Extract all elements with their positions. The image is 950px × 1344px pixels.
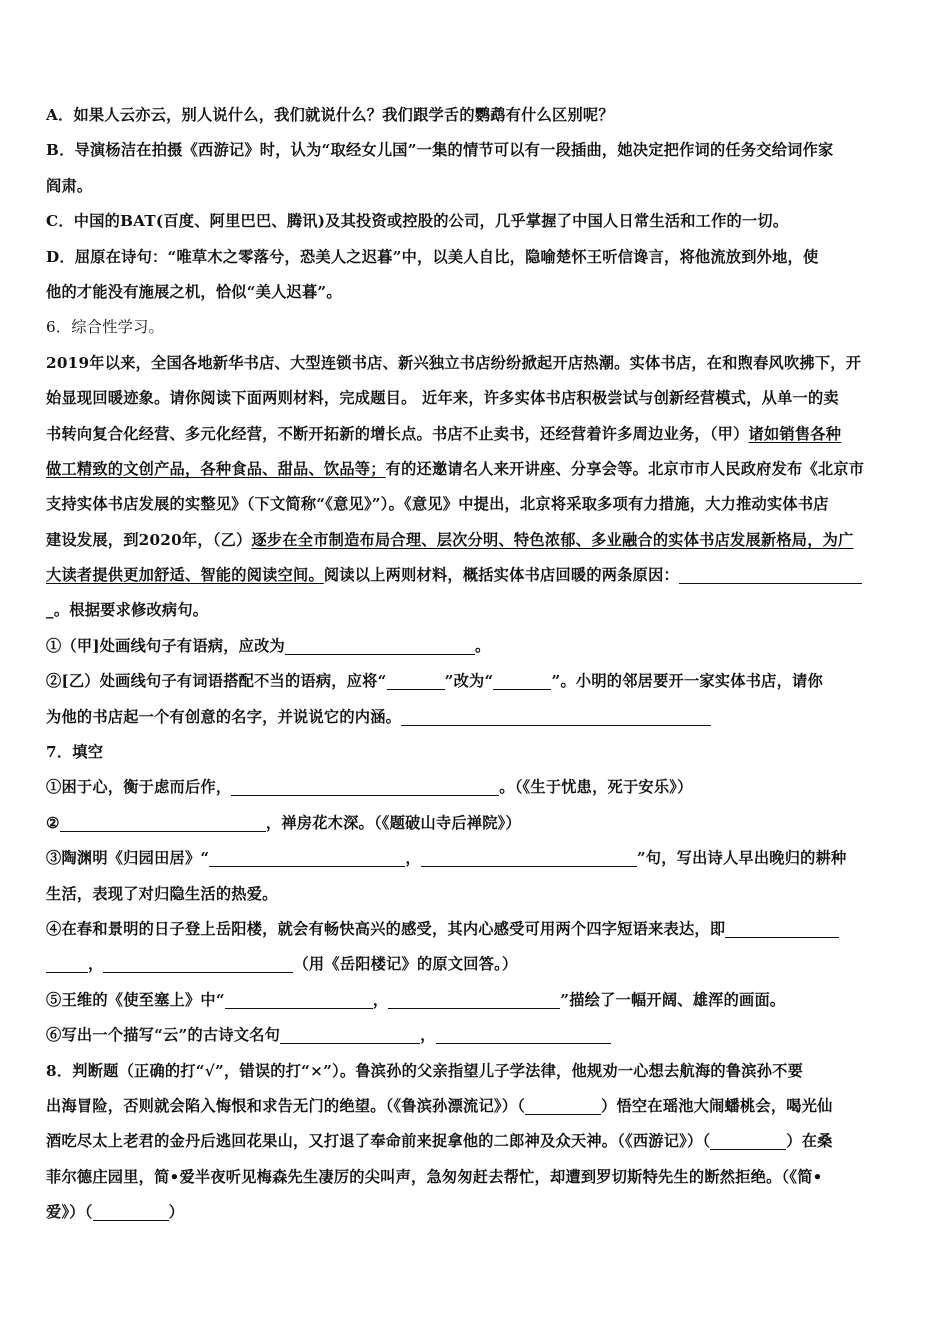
q8-text: ）悟空在瑶池大闹蟠桃会，喝光仙 (601, 1096, 833, 1115)
answer-blank[interactable] (231, 775, 499, 796)
q7-item-2 (46, 806, 906, 841)
q7-text: ② (46, 813, 60, 832)
q7-item-4 (46, 912, 906, 947)
answer-blank[interactable] (387, 669, 445, 690)
q6-passage-line: _。根据要求修改病句。 (46, 601, 209, 620)
q7-text: ， (405, 849, 421, 868)
underlined-sentence-yi: 逐步在全市制造布局合理、层次分明、特色浓郁、多业融合的实体书店发展新格局，为广 (251, 530, 854, 549)
q8-text: 酒吃尽太上老君的金丹后逃回花果山，又打退了奉命前来捉拿他的二郎神及众天神。（《西游记》）（ (46, 1132, 711, 1151)
underlined-sentence-jia: 诸如销售各种 (748, 424, 842, 443)
q6-passage-line (46, 417, 906, 452)
q6-text: 阅读以上两则材料，概括实体书店回暖的两条原因： (323, 566, 679, 585)
q5-option-b: B．导演杨洁在拍摄《西游记》时，认为“取经女儿国”一集的情节可以有一段插曲，她决定把作词的任务交给词作家 (46, 141, 834, 160)
answer-blank[interactable] (388, 988, 560, 1009)
q7-text: （用《岳阳楼记》的原文回答。） (293, 955, 518, 974)
q6-sub2-text: ②[乙）处画线句子有词语搭配不当的语病，应将“ (46, 672, 387, 691)
answer-blank[interactable] (103, 952, 293, 973)
q8-text: ） (168, 1203, 184, 1222)
answer-blank[interactable] (60, 811, 266, 832)
q6-sub2 (46, 664, 906, 699)
q8-text: ）在桑 (786, 1132, 833, 1151)
q6-text: 书转向复合化经营、多元化经营，不断开拓新的增长点。书店不止卖书，还经营着许多周边业务，（甲） (46, 424, 749, 443)
q6-passage-line: 始显现回暖迹象。请你阅读下面两则材料，完成题目。 近年来，许多实体书店积极尝试与创新经营模式，从单一的卖 (46, 389, 839, 408)
q6-sub1-text: ①（甲]处画线句子有语病，应改为 (46, 636, 285, 655)
q5-option-c: C．中国的BAT(百度、阿里巴巴、腾讯)及其投资或控股的公司，几乎掌握了中国人日常生活和工作的一切。 (46, 212, 789, 231)
q7-text: ，禅房花木深。（《题破山寺后禅院》） (265, 813, 521, 832)
q7-text: ①困于心，衡于虑而后作， (46, 778, 232, 797)
q6-sub1-end: 。 (475, 636, 491, 655)
answer-blank[interactable] (725, 917, 839, 938)
answer-blank[interactable] (493, 669, 551, 690)
q7-item-3-cont: 生活，表现了对归隐生活的热爱。 (46, 884, 278, 903)
answer-blank[interactable] (710, 1129, 786, 1150)
answer-blank[interactable] (209, 846, 405, 867)
q8-text: 出海冒险，否则就会陷入悔恨和求告无门的绝望。（《鲁滨孙漂流记》）（ (46, 1096, 526, 1115)
answer-blank[interactable] (46, 952, 88, 973)
q6-title: 6．综合性学习。 (46, 318, 164, 337)
q8-text: 爱》）（ (46, 1203, 93, 1222)
answer-blank[interactable] (421, 846, 637, 867)
document-page (46, 98, 906, 1231)
q7-text: 。（《生于忧患，死于安乐》） (499, 778, 693, 797)
q8-line (46, 1124, 906, 1159)
q7-text: ④在春和景明的日子登上岳阳楼，就会有畅快高兴的感受，其内心感受可用两个四字短语来表达，即 (46, 919, 726, 938)
q8-line: 8．判断题（正确的打“√”，错误的打“×”）。鲁滨孙的父亲指望儿子学法律，他规劝一心想去航海的鲁滨孙不要 (46, 1061, 804, 1080)
q7-text: ③陶渊明《归园田居》“ (46, 849, 210, 868)
answer-blank[interactable] (401, 705, 711, 726)
q7-text: ⑥写出一个描写“云”的古诗文名句 (46, 1026, 281, 1045)
q8-line: 菲尔德庄园里，简•爱半夜听见梅森先生凄厉的尖叫声，急匆匆赶去帮忙，却遭到罗切斯特先生的断然拒绝。（《简• (46, 1167, 823, 1186)
underlined-sentence-yi-cont: 大读者提供更加舒适、智能的阅读空间。 (46, 566, 324, 585)
q7-text: ， (88, 955, 104, 974)
answer-blank[interactable] (285, 634, 475, 655)
q5-option-b-cont: 阎肃。 (46, 176, 93, 195)
q7-text: ”句，写出诗人早出晚归的耕种 (636, 849, 847, 868)
q5-option-d: D．屈原在诗句：“唯草木之零落兮，恐美人之迟暮”中，以美人自比，隐喻楚怀王听信谗言，将他流放到外地，使 (46, 247, 819, 266)
q7-text: ， (372, 990, 389, 1009)
answer-blank[interactable] (525, 1094, 601, 1115)
q8-line (46, 1195, 906, 1230)
q6-sub2-text: ”改为“ (444, 672, 494, 691)
q7-item-1 (46, 770, 906, 805)
answer-blank[interactable] (679, 563, 862, 584)
q6-text: 有的还邀请名人来开讲座、分享会等。北京市市人民政府发布《北京市 (385, 459, 865, 478)
q6-passage-line: 支持实体书店发展的实整见》（下文简称“《意见》”）。《意见》中提出，北京将采取多项有力措施，大力推动实体书店 (46, 495, 829, 514)
q6-text: 建设发展，到2020年，（乙） (46, 530, 252, 549)
q6-passage-line (46, 523, 906, 558)
q7-text: ”描绘了一幅开阔、雄浑的画面。 (560, 990, 786, 1009)
q6-sub1 (46, 629, 906, 664)
q5-option-d-cont: 他的才能没有施展之机，恰似“美人迟暮”。 (46, 282, 342, 301)
answer-blank[interactable] (436, 1023, 611, 1044)
answer-blank[interactable] (93, 1200, 169, 1221)
q6-sub2-cont (46, 700, 906, 735)
q6-sub2-text: ”。小明的邻居要开一家实体书店，请你 (551, 672, 823, 691)
q6-sub2-text: 为他的书店起一个有创意的名字，并说说它的内涵。 (46, 707, 402, 726)
q7-item-6 (46, 1018, 906, 1053)
q5-option-a: A．如果人云亦云，别人说什么，我们就说什么？我们跟学舌的鹦鹉有什么区别呢？ (46, 106, 614, 124)
q7-text: ⑤王维的《使至塞上》中“ (46, 990, 225, 1009)
q8-line (46, 1089, 906, 1124)
q7-text: ， (420, 1026, 436, 1045)
q7-title: 7．填空 (46, 743, 104, 762)
answer-blank[interactable] (280, 1023, 420, 1044)
answer-blank[interactable] (225, 988, 373, 1009)
q6-passage-line (46, 558, 906, 593)
q6-passage-line: 2019年以来，全国各地新华书店、大型连锁书店、新兴独立书店纷纷掀起开店热潮。实体书店，在和煦春风吹拂下，开 (46, 353, 862, 372)
q7-item-5 (46, 983, 906, 1018)
q7-item-4-cont (46, 947, 906, 982)
underlined-sentence-jia-cont: 做工精致的文创产品，各种食品、甜品、饮品等； (46, 459, 386, 478)
q6-passage-line (46, 452, 906, 487)
q7-item-3 (46, 841, 906, 876)
